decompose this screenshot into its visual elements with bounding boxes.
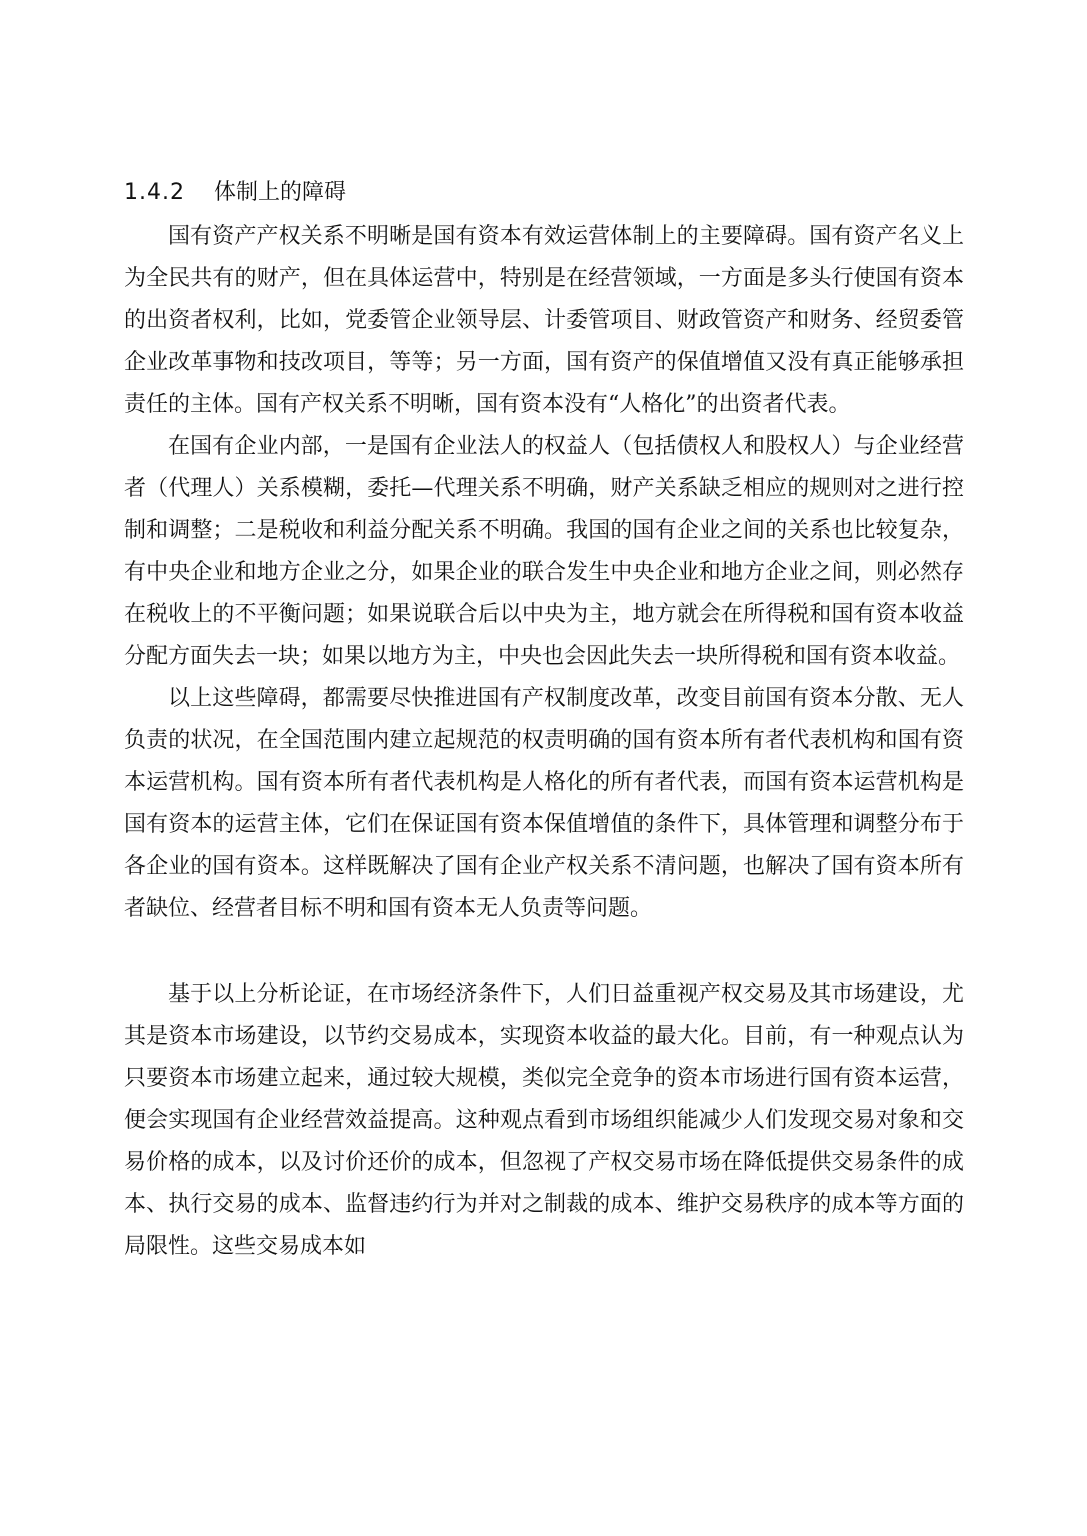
paragraph-3: 以上这些障碍，都需要尽快推进国有产权制度改革，改变目前国有资本分散、无人负责的状况，在全国范围内建立起规范的权责明确的国有资本所有者代表机构和国有资本运营机构。国有资本所有者代表机构是人格化的所有者代表，而国有资本运营机构是国有资本的运营主体，它们在保证国有资本保值增值的条件下，具体管理和调整分布于各企业的国有资本。这样既解决了国有企业产权关系不清问题，也解决了国有资本所有者缺位、经营者目标不明和国有资本无人负责等问题。 [124,686,964,921]
document-page [124,178,964,1268]
section-title: 体制上的障碍 [214,180,347,205]
paragraph-gap [124,930,964,974]
section-number: 1.4.2 [124,180,185,205]
section-heading [124,178,964,208]
paragraph-1: 国有资产产权关系不明晰是国有资本有效运营体制上的主要障碍。国有资产名义上为全民共有的财产，但在具体运营中，特别是在经营领域，一方面是多头行使国有资本的出资者权利，比如，党委管企业领导层、计委管项目、财政管资产和财务、经贸委管企业改革事物和技改项目，等等；另一方面，国有资产的保值增值又没有真正能够承担责任的主体。国有产权关系不明晰，国有资本没有“人格化”的出资者代表。 [124,224,964,417]
paragraph-4: 基于以上分析论证，在市场经济条件下，人们日益重视产权交易及其市场建设，尤其是资本市场建设，以节约交易成本，实现资本收益的最大化。目前，有一种观点认为只要资本市场建立起来，通过较大规模，类似完全竞争的资本市场进行国有资本运营，便会实现国有企业经营效益提高。这种观点看到市场组织能减少人们发现交易对象和交易价格的成本，以及讨价还价的成本，但忽视了产权交易市场在降低提供交易条件的成本、执行交易的成本、监督违约行为并对之制裁的成本、维护交易秩序的成本等方面的局限性。这些交易成本如 [124,982,964,1259]
paragraph-2: 在国有企业内部，一是国有企业法人的权益人（包括债权人和股权人）与企业经营者（代理人）关系模糊，委托—代理关系不明确，财产关系缺乏相应的规则对之进行控制和调整；二是税收和利益分配关系不明确。我国的国有企业之间的关系也比较复杂，有中央企业和地方企业之分，如果企业的联合发生中央企业和地方企业之间，则必然存在税收上的不平衡问题；如果说联合后以中央为主，地方就会在所得税和国有资本收益分配方面失去一块；如果以地方为主，中央也会因此失去一块所得税和国有资本收益。 [124,434,964,669]
